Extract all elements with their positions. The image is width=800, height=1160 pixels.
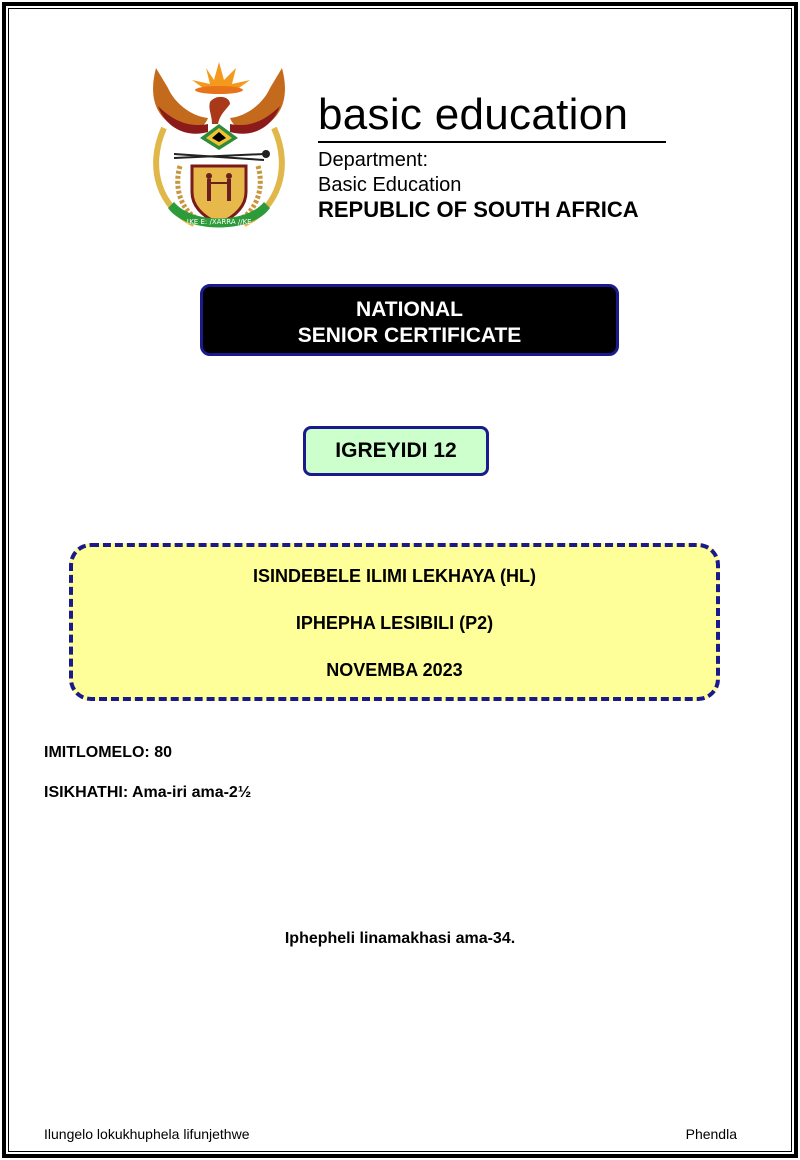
page-count-note: Iphepheli linamakhasi ama-34. bbox=[284, 930, 516, 947]
brand-title: basic education bbox=[318, 90, 629, 139]
certificate-line-2: SENIOR CERTIFICATE bbox=[297, 324, 522, 347]
svg-text:!KE E: /XARRA //KE: !KE E: /XARRA //KE bbox=[186, 218, 252, 226]
grade-badge: IGREYIDI 12 bbox=[303, 426, 489, 476]
certificate-line-1: NATIONAL bbox=[356, 298, 463, 321]
turn-over-label: Phendla bbox=[685, 1126, 737, 1142]
coat-of-arms-emblem-icon bbox=[146, 58, 292, 236]
time-info: ISIKHATHI: Ama-iri ama-2½ bbox=[44, 784, 252, 801]
copyright-notice: Ilungelo lokukhuphela lifunjethwe bbox=[44, 1126, 250, 1142]
department-name: Basic Education bbox=[318, 174, 462, 196]
subject-name: ISINDEBELE ILIMI LEKHAYA (HL) bbox=[252, 566, 537, 586]
marks-info: IMITLOMELO: 80 bbox=[44, 744, 172, 761]
subject-panel bbox=[69, 543, 720, 701]
brand-divider bbox=[318, 141, 666, 143]
certificate-banner bbox=[200, 284, 619, 356]
department-label: Department: bbox=[318, 149, 429, 171]
paper-label: IPHEPHA LESIBILI (P2) bbox=[295, 613, 494, 633]
country-name: REPUBLIC OF SOUTH AFRICA bbox=[318, 197, 639, 222]
exam-session: NOVEMBA 2023 bbox=[326, 660, 463, 680]
